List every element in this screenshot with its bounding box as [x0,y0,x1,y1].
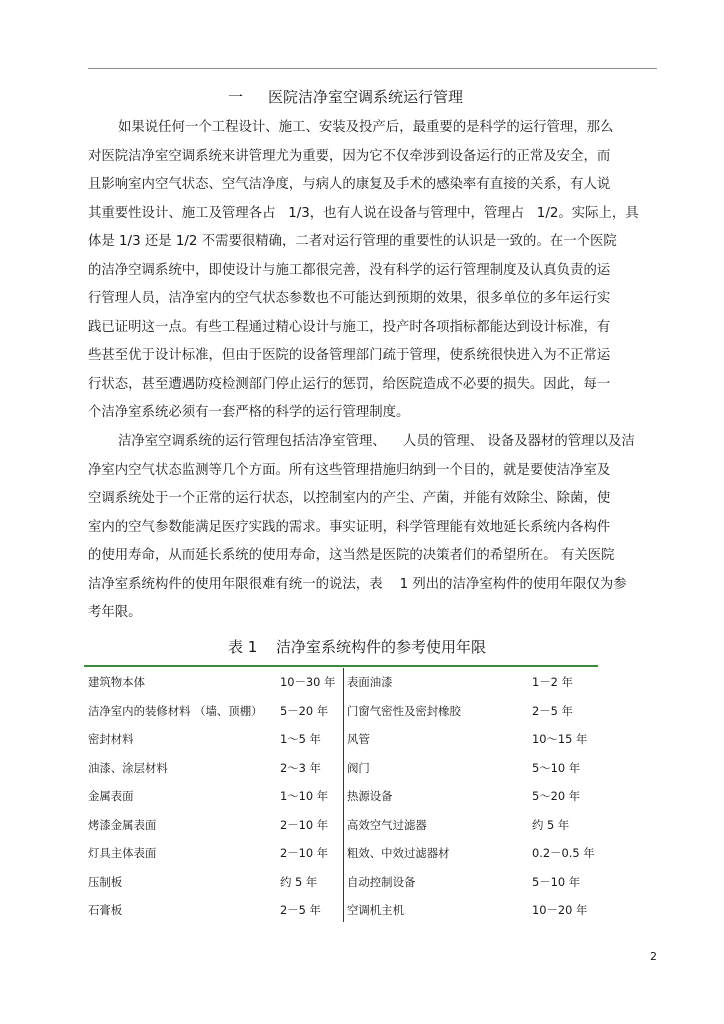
table-row [0,782,724,811]
left-item: 密封材料 [88,732,134,746]
body-text [88,114,658,628]
paragraph-line: 净室内空气状态监测等几个方面。所有这些管理措施归纳到一个目的，就是要使洁净室及 [88,462,611,478]
left-item: 金属表面 [88,789,134,803]
table-row [0,896,724,925]
right-item: 自动控制设备 [347,874,416,889]
paragraph-line: 洁净室空调系统的运行管理包括洁净室管理、 人员的管理、 设备及器材的管理以及洁 [118,434,635,450]
left-item: 灯具主体表面 [88,846,157,860]
right-years: 约 5 年 [532,817,570,832]
left-years: 1～10 年 [280,789,329,803]
right-years: 10－20 年 [532,903,588,917]
paragraph-line: 些甚至优于设计标准，但由于医院的设备管理部门疏于管理，使系统很快进入为不正常运 [88,348,611,364]
paragraph-line: 且影响室内空气状态、空气洁净度，与病人的康复及手术的感染率有直接的关系，有人说 [88,177,611,193]
right-years: 2－5 年 [532,703,573,718]
page-number: 2 [650,950,657,963]
left-years: 2－10 年 [280,817,329,832]
lifespan-table [0,668,724,925]
paragraph-line: 洁净室系统构件的使用年限很难有统一的说法，表 1 列出的洁净室构件的使用年限仅为参 [88,576,627,592]
right-item: 门窗气密性及密封橡胶 [347,703,461,718]
section-number: 一 [228,88,244,106]
paragraph-line: 行管理人员，洁净室内的空气状态参数也不可能达到预期的效果，很多单位的多年运行实 [88,291,611,307]
paragraph-line: 的使用寿命，从而延长系统的使用寿命，这当然是医院的决策者们的希望所在。 有关医院 [88,548,615,564]
left-years: 10－30 年 [280,675,336,689]
left-years: 5－20 年 [280,703,329,718]
right-years: 5－10 年 [532,874,581,889]
left-item: 洁净室内的装修材料 （墙、顶棚） [88,703,263,718]
paragraph-line: 对医院洁净室空调系统来讲管理尤为重要，因为它不仅牵涉到设备运行的正常及安全，而 [88,148,611,164]
paragraph-line: 践已证明这一点。有些工程通过精心设计与施工，投产时各项指标都能达到设计标准，有 [88,319,611,335]
table-row [0,811,724,840]
left-years: 1～5 年 [280,732,321,746]
table-row [0,839,724,868]
right-item: 表面油漆 [347,675,393,689]
left-item: 石膏板 [88,903,123,917]
left-item: 建筑物本体 [88,675,145,689]
left-years: 2－10 年 [280,846,329,860]
right-item: 阀门 [347,760,370,775]
left-item: 压制板 [88,874,123,889]
paragraph-line: 行状态，甚至遭遇防疫检测部门停止运行的惩罚，给医院造成不必要的损失。因此，每一 [88,376,611,392]
table-caption-label: 表 1 [228,638,258,656]
left-years: 2－5 年 [280,903,321,917]
paragraph-line: 其重要性设计、施工及管理各占 1/3，也有人说在设备与管理中，管理占 1/2。实际上，具 [88,205,639,221]
paragraph-line: 体是 1/3 还是 1/2 不需要很精确，二者对运行管理的重要性的认识是一致的。在一个医院 [88,234,617,250]
left-years: 2～3 年 [280,760,321,775]
right-years: 5～20 年 [532,789,581,803]
table-row [0,668,724,697]
paragraph-line: 室内的空气参数能满足医疗实践的需求。事实证明，科学管理能有效地延长系统内各构件 [88,519,611,535]
section-title: 医院洁净室空调系统运行管理 [268,88,464,106]
right-item: 热源设备 [347,789,393,803]
left-years: 约 5 年 [280,874,318,889]
table-row [0,725,724,754]
left-item: 烤漆金属表面 [88,817,157,832]
paragraph-line: 考年限。 [88,605,142,621]
table-row [0,754,724,783]
right-item: 高效空气过滤器 [347,817,427,832]
right-years: 5～10 年 [532,760,581,775]
table-row [0,697,724,726]
right-item: 风管 [347,732,370,746]
top-rule [88,68,657,69]
table-caption-title: 洁净室系统构件的参考使用年限 [276,638,487,656]
right-years: 10～15 年 [532,732,588,746]
paragraph-line: 空调系统处于一个正常的运行状态，以控制室内的产尘、产菌，并能有效除尘、除菌，使 [88,491,611,507]
right-years: 1－2 年 [532,675,573,689]
left-item: 油漆、涂层材料 [88,760,168,775]
table-row [0,868,724,897]
table-caption [228,638,486,656]
table-top-rule [84,665,598,667]
right-years: 0.2－0.5 年 [532,846,595,860]
paragraph-line: 的洁净空调系统中，即使设计与施工都很完善，没有科学的运行管理制度及认真负责的运 [88,262,611,278]
paragraph-line: 如果说任何一个工程设计、施工、安装及投产后，最重要的是科学的运行管理，那么 [118,120,614,135]
paragraph-line: 个洁净室系统必须有一套严格的科学的运行管理制度。 [88,405,410,421]
section-heading [228,88,463,106]
right-item: 粗效、中效过滤器材 [347,846,450,860]
right-item: 空调机主机 [347,903,404,917]
